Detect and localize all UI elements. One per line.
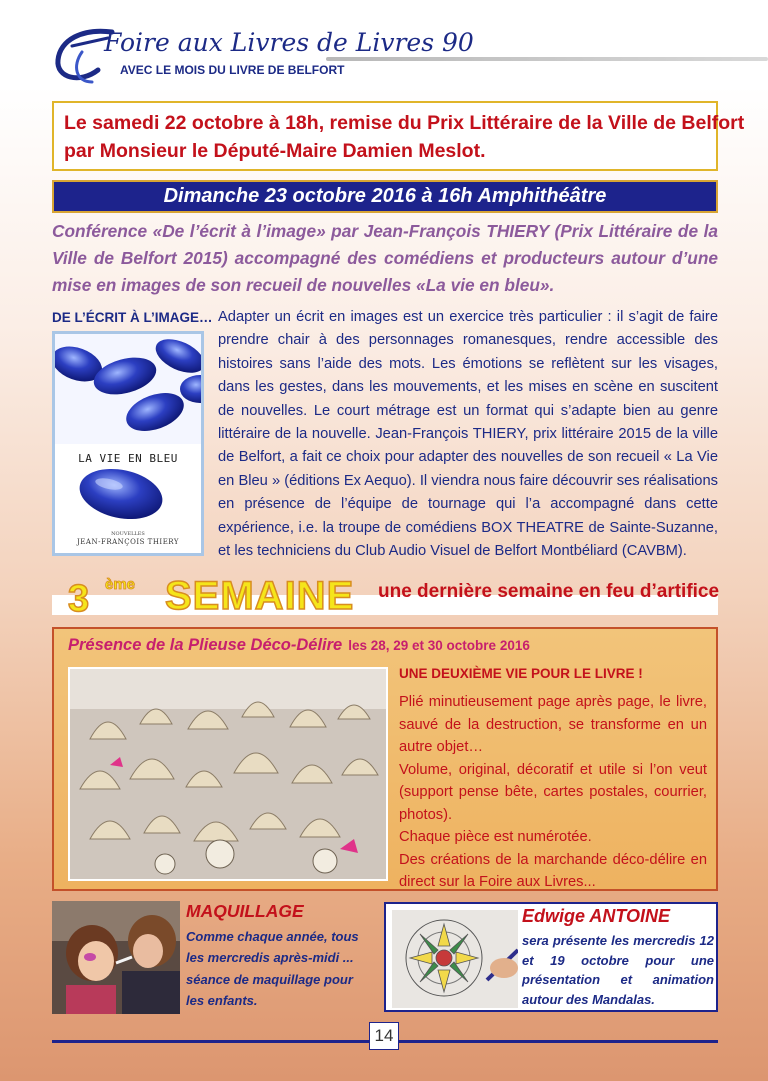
event-banner: [52, 180, 718, 213]
header-title: Foire aux Livres de Livres 90: [104, 28, 474, 57]
semaine-number: 3: [68, 578, 90, 620]
announcement-box: [52, 101, 745, 171]
maquillage-title: MAQUILLAGE: [186, 901, 304, 921]
face-painting-illustration: [52, 901, 180, 1014]
semaine-tagline: une dernière semaine en feu d’artifice: [378, 581, 720, 602]
folded-books-photo: [68, 667, 388, 881]
header-subtitle: AVEC LE MOIS DU LIVRE DE BELFORT: [120, 63, 345, 77]
mandala-illustration: [392, 910, 518, 1008]
page-number: 14: [369, 1022, 399, 1050]
edwige-box: [384, 902, 718, 1012]
announcement-line-2: par Monsieur le Député-Maire Damien Meslot.: [64, 140, 486, 162]
deco-title-name: Présence de la Plieuse Déco-Délire: [68, 636, 343, 654]
face-painting-photo: [52, 901, 180, 1014]
book-cover-image: [52, 331, 204, 556]
deco-title: [68, 636, 530, 655]
deco-paragraph: Des créations de la marchande déco-délire en direct sur la Foire aux Livres...: [399, 851, 707, 890]
book-cover-title: LA VIE EN BLEU: [78, 452, 178, 465]
deco-paragraph: Chaque pièce est numérotée.: [399, 829, 592, 845]
capsule-illustration: [55, 334, 201, 553]
folded-books-illustration: [70, 669, 386, 879]
book-cover-author: JEAN-FRANÇOIS THIERY: [77, 538, 179, 546]
section-heading-ecrit: DE L’ÉCRIT À L’IMAGE…: [52, 310, 213, 325]
deco-delire-box: [52, 627, 718, 891]
header-divider: [326, 57, 768, 61]
deco-paragraph: Volume, original, décoratif et utile si l’on veut (support pense bête, cartes postales, courrier, photos).: [399, 761, 707, 823]
deco-heading: UNE DEUXIÈME VIE POUR LE LIVRE !: [399, 666, 643, 681]
semaine-word: SEMAINE: [165, 574, 355, 618]
deco-body: [399, 691, 707, 894]
announcement-line-1: Le samedi 22 octobre à 18h, remise du Prix Littéraire de la Ville de Belfort: [64, 112, 745, 134]
book-cover-genre: NOUVELLES: [111, 531, 145, 537]
edwige-title: Edwige ANTOINE: [522, 906, 671, 926]
mandala-photo: [392, 910, 518, 1008]
deco-paragraph: Plié minutieusement page après page, le livre, sauvé de la destruction, se transforme en un autre objet…: [399, 694, 707, 755]
event-banner-text: Dimanche 23 octobre 2016 à 16h Amphithéâtre: [163, 185, 607, 207]
maquillage-body: Comme chaque année, tous les mercredis après-midi ... séance de maquillage pour les enfants.: [186, 929, 359, 1008]
semaine-superscript: ème: [105, 576, 136, 593]
deco-title-dates: les 28, 29 et 30 octobre 2016: [348, 638, 530, 653]
edwige-body: sera présente les mercredis 12 et 19 octobre pour une présentation et animation autour des Mandalas.: [522, 933, 714, 1007]
ecrit-body-text: Adapter un écrit en images est un exercice très particulier : il s’agit de faire prendre chair à des personnages romanesques, rendre accessible des histoires sans l’aide des mots. Les émotions se reflètent sur les visages, dans les gestes, dans les mouvements, et les mises en scène en suscitent de nouvelles. Le court métrage est un format qui s’adapte bien au genre littéraire de la nouvelle. Jean-François THIERY, prix littéraire 2015 de la ville de Belfort, a fait ce choix pour adapter des nouvelles de son recueil « La Vie en Bleu » (éditions Ex Aequo). Il viendra nous faire découvrir ses réalisations en présence de l’équipe de tournage qui l’a accompagné dans cette expérience, i.e. la troupe de comédiens BOX THEATRE de Sainte-Suzanne, et les techniciens du Club Audio Visuel de Belfort Montbéliard (CAVBM).: [218, 309, 718, 560]
conference-intro: Conférence «De l’écrit à l’image» par Jean-François THIERY (Prix Littéraire de la Ville de Belfort 2015) accompagné des comédiens et producteurs autour d’une mise en images de son recueil de nouvelles «La vie en bleu».: [52, 221, 718, 295]
